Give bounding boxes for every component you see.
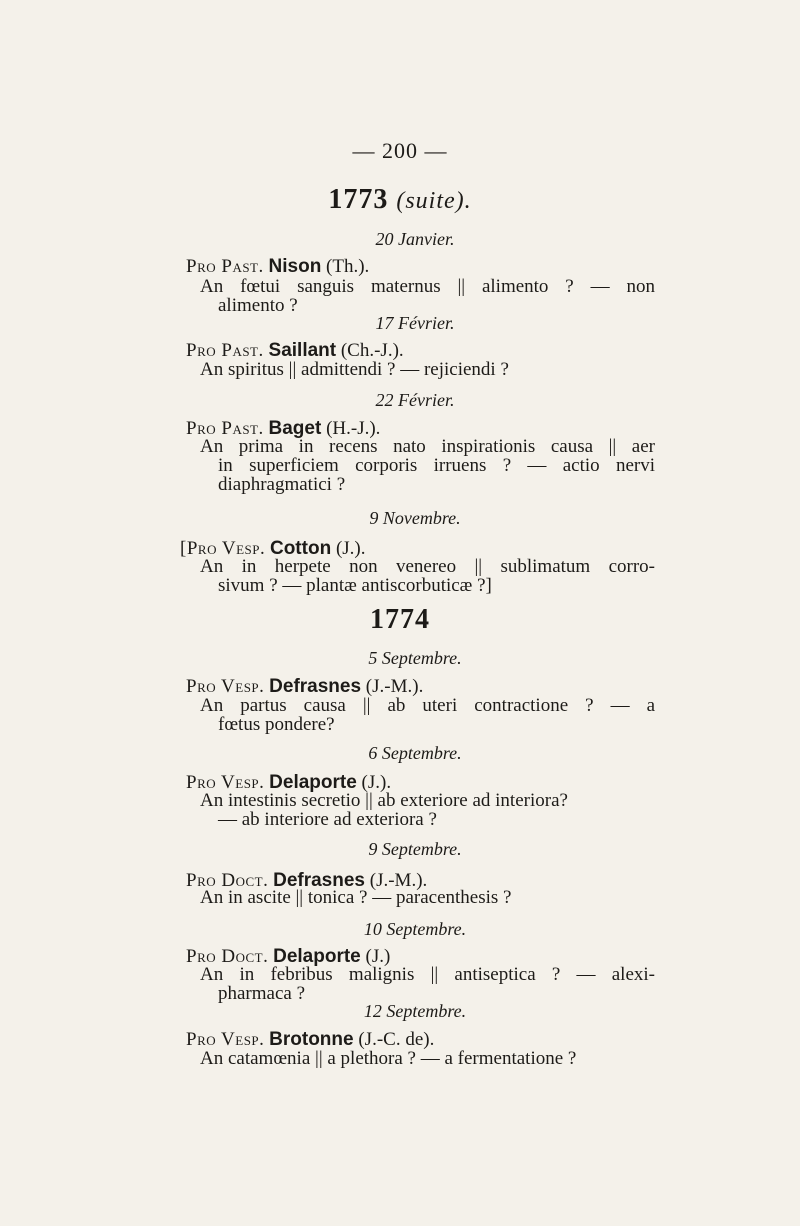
thesis-question: [200, 888, 655, 907]
thesis-question: [200, 277, 655, 315]
entry-prefix: Pro Past.: [186, 340, 264, 361]
question-line: An partus causa || ab uteri contractione ? — a: [200, 695, 655, 716]
entry-date: 5 Septembre.: [368, 648, 462, 668]
question-line: An in febribus malignis || antiseptica ? — alexi-: [200, 964, 655, 985]
question-line: in superficiem corporis irruens ? — actio nervi: [218, 455, 655, 476]
question-line: An in herpete non venereo || sublimatum corro-: [200, 556, 655, 577]
question-line: alimento ?: [218, 295, 298, 316]
candidate-initials: (H.-J.).: [326, 418, 381, 439]
candidate-name: Cotton: [269, 538, 332, 559]
candidate-initials: (Ch.-J.).: [340, 340, 404, 361]
entry-prefix: Pro Doct.: [186, 870, 269, 891]
year-number: 1773: [328, 184, 389, 215]
entry-date: 9 Novembre.: [369, 508, 461, 528]
question-line: An fœtui sanguis maternus || alimento ? — non: [200, 276, 655, 297]
candidate-initials: (Th.).: [326, 256, 370, 277]
question-line: An intestinis secretio || ab exteriore ad interiora?: [200, 790, 568, 811]
entry-date: 9 Septembre.: [368, 839, 462, 859]
thesis-question: [200, 1049, 655, 1068]
candidate-name: Baget: [268, 418, 322, 439]
thesis-question: [200, 696, 655, 734]
entry-prefix: Pro Vesp.: [186, 1029, 265, 1050]
entry-prefix: Pro Past.: [186, 256, 264, 277]
question-line: An catamœnia || a plethora ? — a fermentatione ?: [200, 1048, 577, 1069]
entry-date: 12 Septembre.: [363, 1001, 467, 1021]
page-number: — 200 —: [352, 138, 448, 163]
candidate-name: Saillant: [268, 340, 337, 361]
entry-prefix: Pro Past.: [186, 418, 264, 439]
year-suite: (suite).: [396, 188, 472, 214]
entry-prefix: [Pro Vesp.: [180, 538, 266, 559]
candidate-name: Nison: [268, 256, 322, 277]
question-line: sivum ? — plantæ antiscorbuticæ ?]: [218, 575, 492, 596]
candidate-name: Brotonne: [269, 1029, 354, 1050]
year-heading-1773: [0, 184, 800, 216]
question-line: An spiritus || admittendi ? — rejiciendi ?: [200, 359, 509, 380]
question-line: pharmaca ?: [218, 983, 306, 1004]
question-line: — ab interiore ad exteriora ?: [218, 809, 437, 830]
entry-date: 20 Janvier.: [375, 229, 455, 249]
year-heading-1774: [0, 604, 800, 636]
candidate-initials: (J.-M.).: [369, 870, 428, 891]
thesis-question: [200, 965, 655, 1003]
entry-date: 6 Septembre.: [368, 743, 462, 763]
thesis-question: [200, 791, 655, 829]
candidate-initials: (J.).: [361, 772, 392, 793]
thesis-question: [200, 557, 655, 595]
year-number: 1774: [370, 604, 430, 635]
candidate-name: Delaporte: [269, 772, 357, 793]
candidate-initials: (J.-M.).: [365, 676, 424, 697]
candidate-name: Delaporte: [273, 946, 361, 967]
thesis-question: [200, 360, 655, 379]
entry-prefix: Pro Vesp.: [186, 772, 265, 793]
question-line: An prima in recens nato inspirationis causa || aer: [200, 436, 655, 457]
question-line: An in ascite || tonica ? — paracenthesis ?: [200, 887, 512, 908]
candidate-initials: (J.-C. de).: [358, 1029, 435, 1050]
thesis-question: [200, 437, 655, 494]
entry-date: 22 Février.: [375, 390, 455, 410]
entry-prefix: Pro Doct.: [186, 946, 269, 967]
candidate-name: Defrasnes: [269, 676, 362, 697]
question-line: fœtus pondere?: [218, 714, 335, 735]
entry-prefix: Pro Vesp.: [186, 676, 265, 697]
question-line: diaphragmatici ?: [218, 474, 346, 495]
candidate-initials: (J.): [365, 946, 391, 967]
entry-date: 10 Septembre.: [363, 919, 467, 939]
candidate-initials: (J.).: [335, 538, 366, 559]
entry-date: 17 Février.: [375, 313, 455, 333]
entry-heading: [186, 256, 369, 278]
candidate-name: Defrasnes: [273, 870, 365, 891]
